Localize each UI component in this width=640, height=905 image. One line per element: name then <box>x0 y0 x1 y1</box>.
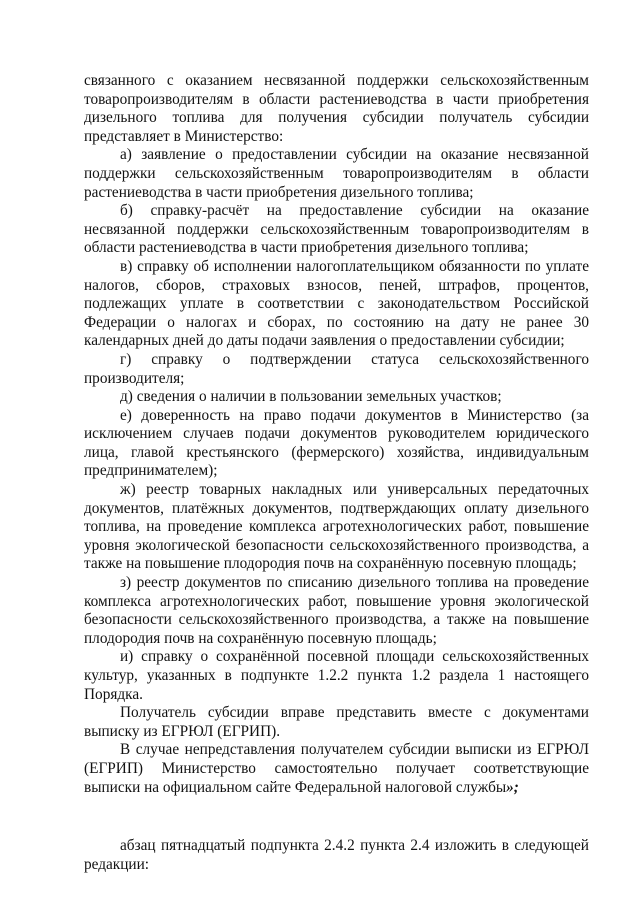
paragraph-optional-extract: Получатель субсидии вправе представить вместе с документами выписку из ЕГРЮЛ (ЕГРИП). <box>84 704 589 740</box>
list-item-z: з) реестр документов по списанию дизельного топлива на проведение комплекса агротехнологических работ, повышение уровня экологической безопасности сельскохозяйственного производства, а также на повышение плодородия почв на сохранённую посевную площадь; <box>84 574 589 647</box>
list-item-b: б) справку-расчёт на предоставление субсидии на оказание несвязанной поддержки сельскохозяйственным товаропроизводителям в области растениеводства в части приобретения дизельного топлива; <box>84 202 589 257</box>
document-body <box>84 72 589 874</box>
closing-quote-mark: »; <box>506 778 519 796</box>
paragraph-ministry-obtains-extract <box>84 741 589 797</box>
paragraph-ministry-obtains-extract-text: В случае непредставления получателем субсидии выписки из ЕГРЮЛ (ЕГРИП) Министерство самостоятельно получает соответствующие выписки на официальном сайте Федеральной налоговой службы <box>84 741 589 796</box>
paragraph-intro: связанного с оказанием несвязанной поддержки сельскохозяйственным товаропроизводителям в области растениеводства в части приобретения дизельного топлива для получения субсидии получатель субсидии представляет в Министерство: <box>84 72 589 145</box>
paragraph-amendment-instruction: абзац пятнадцатый подпункта 2.4.2 пункта 2.4 изложить в следующей редакции: <box>84 837 589 873</box>
list-item-v: в) справку об исполнении налогоплательщиком обязанности по уплате налогов, сборов, страховых взносов, пеней, штрафов, процентов, подлежащих уплате в соответствии с законодательством Российской Федерации о налогах и сборах, по состоянию на дату не ранее 30 календарных дней до даты подачи заявления о предоставлении субсидии; <box>84 257 589 350</box>
list-item-d: д) сведения о наличии в пользовании земельных участков; <box>120 388 502 406</box>
list-item-g: г) справку о подтверждении статуса сельскохозяйственного производителя; <box>84 350 589 387</box>
list-item-a: а) заявление о предоставлении субсидии на оказание несвязанной поддержки сельскохозяйственным товаропроизводителям в области растениеводства в части приобретения дизельного топлива; <box>84 146 589 201</box>
list-item-i: и) справку о сохранённой посевной площади сельскохозяйственных культур, указанных в подпункте 1.2.2 пункта 1.2 раздела 1 настоящего Порядка. <box>84 648 589 703</box>
list-item-e: е) доверенность на право подачи документов в Министерство (за исключением случаев подачи документов руководителем юридического лица, главой крестьянского (фермерского) хозяйства, индивидуальным предпринимателем); <box>84 406 589 480</box>
list-item-zh: ж) реестр товарных накладных или универсальных передаточных документов, платёжных документов, подтверждающих оплату дизельного топлива, на проведение комплекса агротехнологических работ, повышение уровня экологической безопасности сельскохозяйственного производства, а также на повышение плодородия почв на сохранённую посевную площадь; <box>84 481 589 573</box>
